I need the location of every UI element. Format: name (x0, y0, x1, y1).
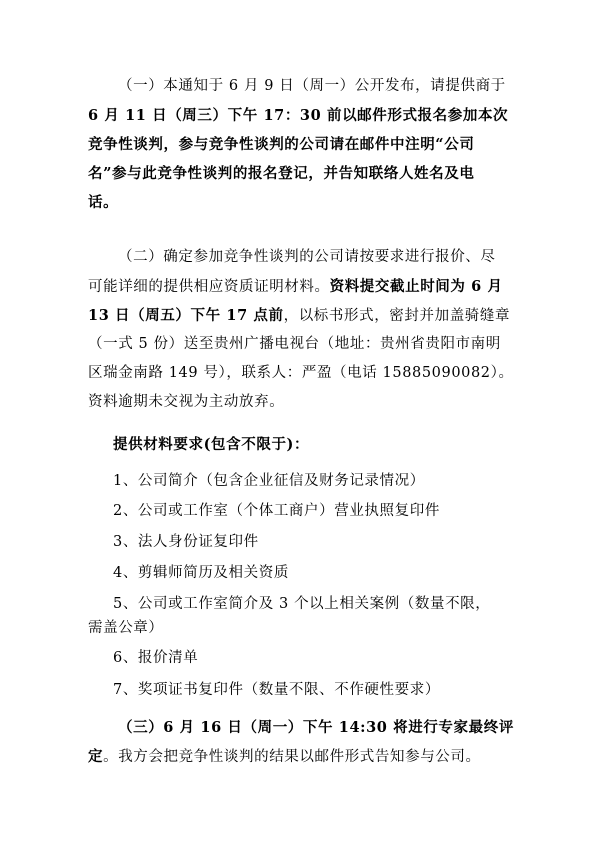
section-two-line-1: （二）确定参加竞争性谈判的公司请按要求进行报价、尽 (118, 249, 496, 265)
materials-item-3: 3、法人身份证复印件 (113, 534, 259, 550)
section-three (88, 713, 514, 771)
materials-item-6: 6、报价清单 (113, 650, 199, 666)
section-two-line-4: （一式 5 份）送至贵州广播电视台（地址：贵州省贵阳市南明 (88, 336, 501, 352)
section-two-line-3-bold: 13 日（周五）下午 17 点前 (88, 307, 284, 324)
section-two-line-3-normal: ，以标书形式，密封并加盖骑缝章 (283, 308, 511, 324)
materials-item-1: 1、公司简介（包含企业征信及财务记录情况） (113, 473, 425, 489)
section-three-line-2 (88, 742, 508, 771)
section-two-line-2 (88, 272, 508, 301)
section-two (88, 243, 514, 417)
section-three-line-2-normal: 。我方会把竞争性谈判的结果以邮件形式告知参与公司。 (103, 749, 481, 765)
materials-item-2: 2、公司或工作室（个体工商户）营业执照复印件 (113, 503, 440, 519)
section-two-line-2-bold: 资料提交截止时间为 6 月 (329, 278, 503, 295)
section-two-line-3 (88, 301, 511, 330)
section-one-line-3: 竞争性谈判，参与竞争性谈判的公司请在邮件中注明“公司 (88, 136, 475, 153)
materials-item-4: 4、剪辑师简历及相关资质 (113, 565, 289, 581)
section-one-line-1: （一）本通知于 6 月 9 日（周一）公开发布，请提供商于 (118, 78, 506, 94)
section-two-line-5: 区瑞金南路 149 号），联系人：严盈（电话 15885090082）。 (88, 365, 514, 381)
section-three-line-2-bold: 定 (88, 748, 104, 765)
materials-item-5: 5、公司或工作室简介及 3 个以上相关案例（数量不限， (113, 596, 491, 612)
section-one-line-2: 6 月 11 日（周三）下午 17：30 前以邮件形式报名参加本次 (88, 107, 509, 124)
section-two-line-6: 资料逾期未交视为主动放弃。 (88, 394, 285, 410)
materials-item-7: 7、奖项证书复印件（数量不限、不作硬性要求） (113, 682, 440, 698)
section-one-line-4: 名”参与此竞争性谈判的报名登记，并告知联络人姓名及电 (88, 165, 475, 182)
section-two-line-2-normal: 可能详细的提供相应资质证明材料。 (88, 279, 330, 295)
materials-item-5-continued: 需盖公章） (88, 620, 164, 636)
materials-heading: 提供材料要求(包含不限于)： (113, 436, 310, 453)
section-one (88, 72, 508, 217)
section-one-line-5: 话。 (88, 194, 119, 211)
section-three-line-1: （三）6 月 16 日（周一）下午 14:30 将进行专家最终评 (118, 719, 514, 736)
